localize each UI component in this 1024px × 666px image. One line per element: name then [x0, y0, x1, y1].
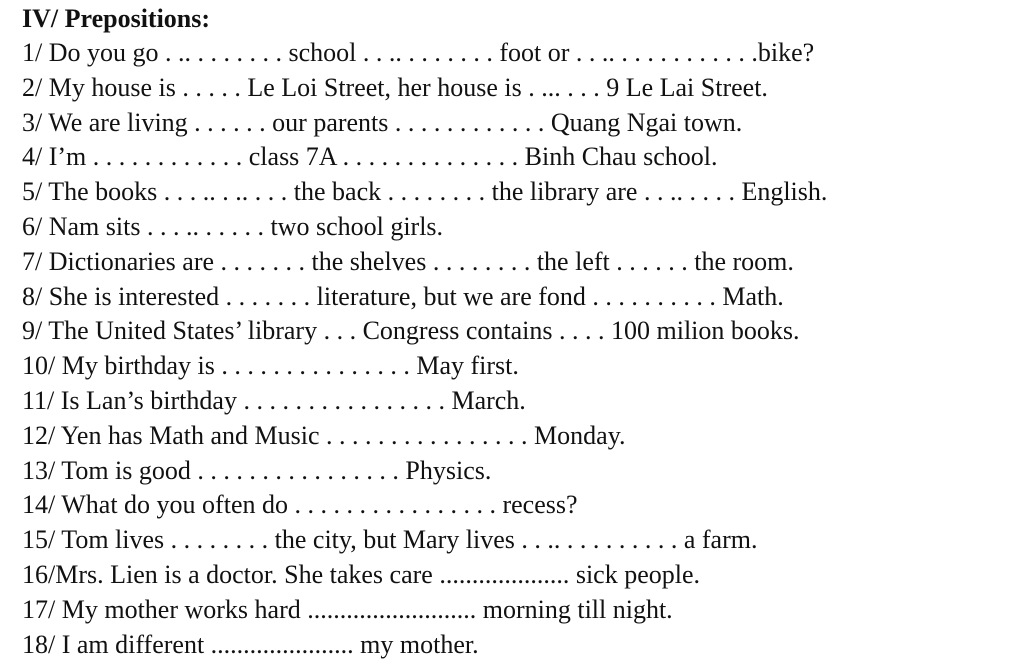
exercise-line-17: 17/ My mother works hard .......................... morning till night. [22, 594, 673, 624]
exercise-line-4: 4/ I’m . . . . . . . . . . . . class 7A . . . . . . . . . . . . . . Binh Chau school. [22, 142, 718, 172]
exercise-line-2: 2/ My house is . . . . . Le Loi Street, her house is . ... . . . 9 Le Lai Street. [22, 72, 768, 102]
section-heading: IV/ Prepositions: [22, 4, 211, 33]
exercise-line-6: 6/ Nam sits . . . .. . . . . . two school girls. [22, 211, 444, 241]
exercise-line-9: 9/ The United States’ library . . . Congress contains . . . . 100 milion books. [22, 316, 800, 346]
exercise-line-18: 18/ I am different ...................... my mother. [22, 629, 479, 659]
exercise-line-5: 5/ The books . . . .. . .. . . . the back . . . . . . . . the library are . . .. . . . . English. [22, 177, 828, 207]
exercise-line-8: 8/ She is interested . . . . . . . literature, but we are fond . . . . . . . . . . Math. [22, 281, 784, 311]
exercise-sheet [22, 2, 1012, 662]
exercise-line-11: 11/ Is Lan’s birthday . . . . . . . . . . . . . . . . March. [22, 385, 526, 415]
exercise-line-15: 15/ Tom lives . . . . . . . . the city, but Mary lives . . .. . . . . . . . . . a farm. [22, 525, 758, 555]
exercise-line-14: 14/ What do you often do . . . . . . . . . . . . . . . . recess? [22, 490, 578, 520]
exercise-line-16: 16/Mrs. Lien is a doctor. She takes care .................... sick people. [22, 559, 701, 589]
exercise-line-12: 12/ Yen has Math and Music . . . . . . . . . . . . . . . . Monday. [22, 420, 626, 450]
exercise-line-3: 3/ We are living . . . . . . our parents . . . . . . . . . . . . Quang Ngai town. [22, 107, 743, 137]
exercise-line-10: 10/ My birthday is . . . . . . . . . . . . . . . May first. [22, 351, 519, 381]
exercise-line-13: 13/ Tom is good . . . . . . . . . . . . . . . . Physics. [22, 455, 492, 485]
exercise-line-7: 7/ Dictionaries are . . . . . . . the shelves . . . . . . . . the left . . . . . . the room. [22, 246, 794, 276]
exercise-line-1: 1/ Do you go . .. . . . . . . . school . . .. . . . . . . . foot or . . .. . . . . . . . . . . .bike? [22, 38, 815, 67]
